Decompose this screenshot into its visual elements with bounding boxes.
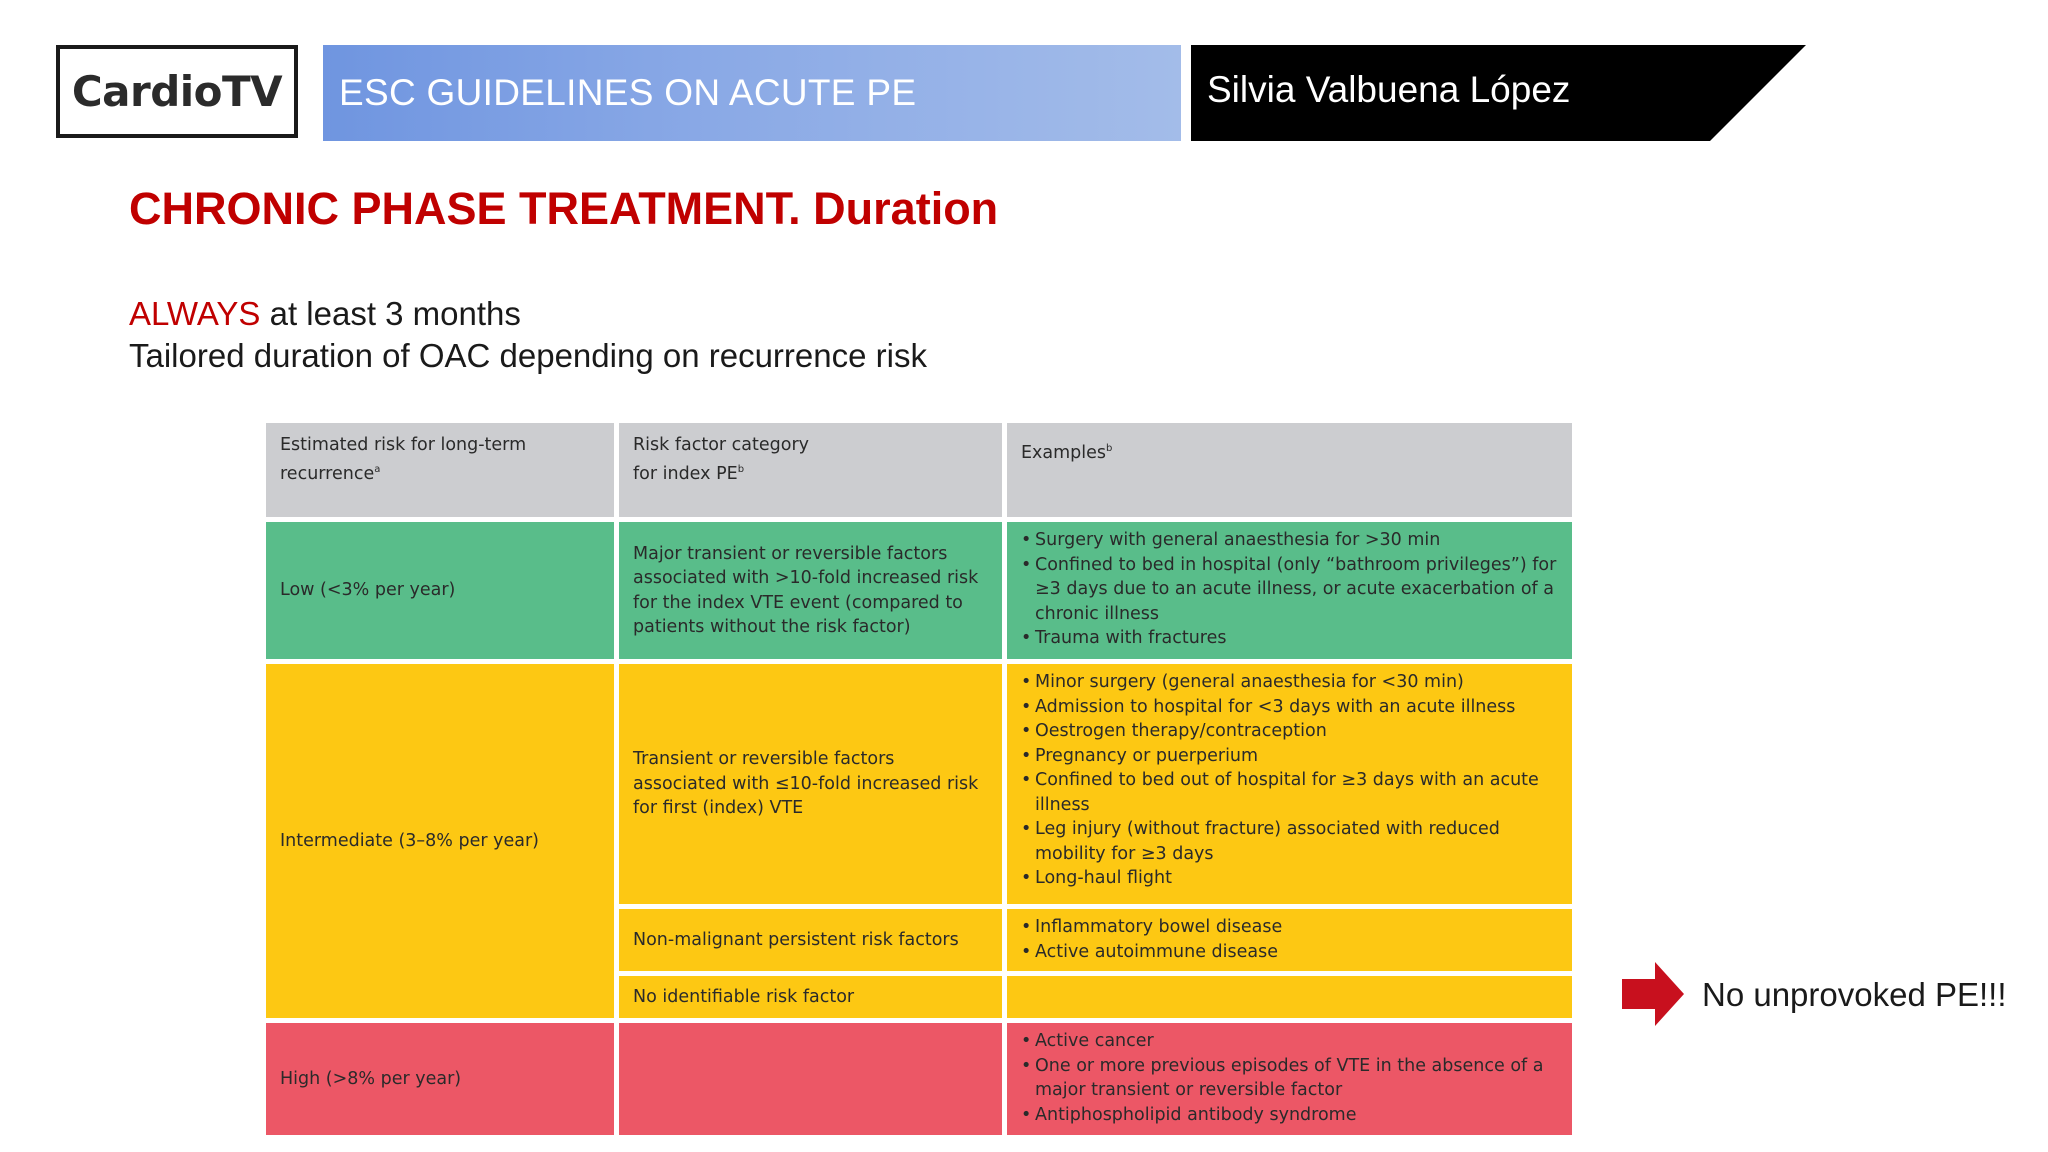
intermediate-category-text-3: No identifiable risk factor [633,986,855,1007]
risk-table [266,423,1609,1129]
header-category-line2: for index $PE^b$ [633,463,745,484]
list-item: • Trauma with fractures [1021,626,1558,651]
header-cell-examples: Examples$^b$ [1007,423,1572,517]
list-item: • Leg injury (without fracture) associated with reduced mobility for ≥3 days [1021,817,1558,866]
cardiotv-logo [56,45,298,138]
low-category-text: Major transient or reversible factors associated with >10-fold increased risk for the index VTE event (compared to patients without the risk factor) [633,543,979,637]
intermediate-category-cell-3 [619,976,1002,1018]
high-risk-cell [266,1023,614,1135]
intermediate-category-text-2: Non-malignant persistent risk factors [633,929,959,950]
low-category-cell [619,522,1002,659]
list-item: • Confined to bed in hospital (only “bathroom privileges”) for ≥3 days due to an acute illness, or acute exacerbation of a chronic illness [1021,553,1558,627]
list-item: • Oestrogen therapy/contraception [1021,719,1558,744]
speaker-banner [1191,45,1806,141]
page-title: CHRONIC PHASE TREATMENT. Duration [129,183,999,234]
header-risk-line2: recurrence$^a$ [280,463,381,484]
list-item: • Admission to hospital for <3 days with an acute illness [1021,695,1558,720]
speaker-name: Silvia Valbuena López [1207,69,1571,110]
always-emphasis: ALWAYS [129,295,261,332]
low-risk-label: Low (<3% per year) [280,580,456,601]
list-item: • One or more previous episodes of VTE in the absence of a major transient or reversible factor [1021,1054,1558,1103]
list-item: • Surgery with general anaesthesia for >30 min [1021,528,1558,553]
series-banner [323,45,1181,141]
intermediate-risk-label: Intermediate (3–8% per year) [280,830,540,851]
logo-text: CardioTV [71,67,283,116]
intro-line-2: Tailored duration of OAC depending on recurrence risk [129,337,927,374]
intermediate-examples-cell-2 [1007,909,1572,971]
low-examples-cell [1007,522,1572,659]
list-item: • Minor surgery (general anaesthesia for <30 min) [1021,670,1558,695]
intro-line-1-rest: at least 3 months [260,295,521,332]
header-risk-line1: Estimated risk for long-term [280,435,527,455]
header-cell-risk [266,423,614,517]
intermediate-examples-cell-3 [1007,976,1572,1018]
list-item: • Long-haul flight [1021,866,1558,891]
list-item: • Confined to bed out of hospital for ≥3 days with an acute illness [1021,768,1558,817]
intermediate-category-text-1: Transient or reversible factors associated with ≤10-fold increased risk for first (index) VTE [633,749,979,818]
list-item: • Antiphospholipid antibody syndrome [1021,1103,1558,1128]
header-examples: Examples [1021,442,1107,463]
intermediate-category-cell-2 [619,909,1002,971]
intro-line-1 [129,295,521,333]
list-item: • Pregnancy or puerperium [1021,744,1558,769]
right-arrow-icon [1622,962,1684,1026]
header-category-line1: Risk factor category [633,435,810,455]
annotation-note: No unprovoked PE!!! [1702,976,2007,1013]
low-risk-cell [266,522,614,659]
intermediate-risk-cell [266,664,614,1018]
header-cell-category [619,423,1002,517]
high-risk-label: High (>8% per year) [280,1068,462,1089]
list-item: • Inflammatory bowel disease [1021,915,1558,940]
intermediate-examples-cell-1 [1007,664,1572,904]
high-category-cell [619,1023,1002,1135]
intermediate-category-cell-1 [619,664,1002,904]
list-item: • Active cancer [1021,1029,1558,1054]
list-item: • Active autoimmune disease [1021,940,1558,965]
high-examples-cell [1007,1023,1572,1135]
series-title: ESC GUIDELINES ON ACUTE PE [339,72,917,113]
